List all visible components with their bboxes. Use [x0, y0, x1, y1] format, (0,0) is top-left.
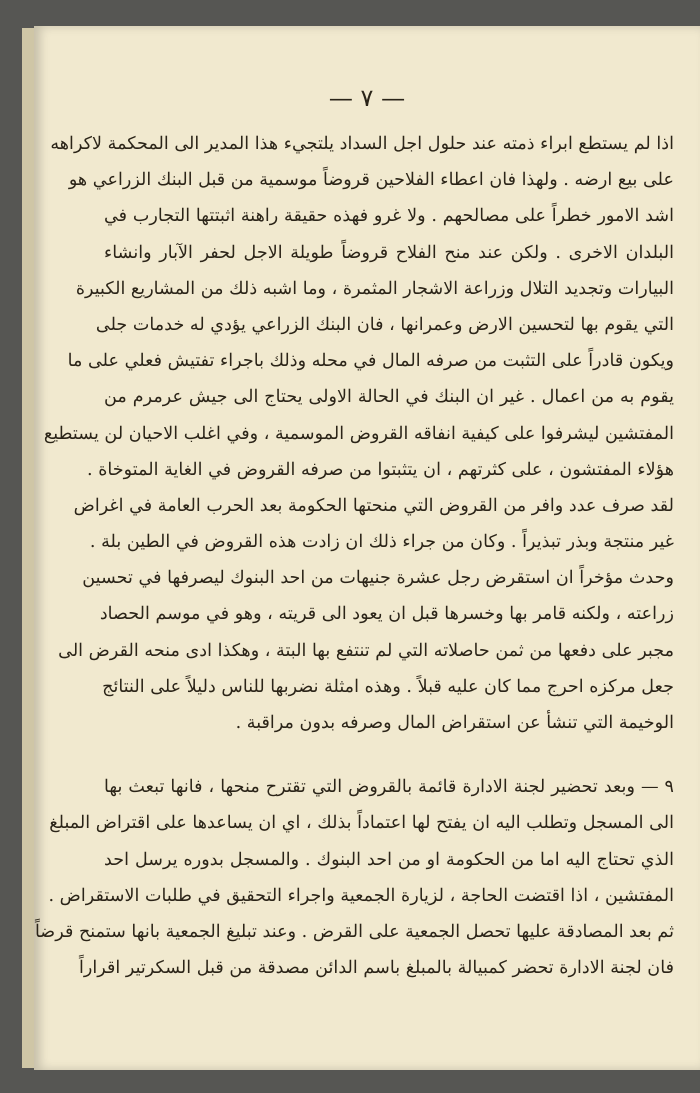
- text-line: المفتشين ، اذا اقتضت الحاجة ، لزيارة الجمعية واجراء التحقيق في طلبات الاستقراض .: [48, 885, 674, 906]
- paragraph-2: [34, 769, 674, 986]
- page-number: — ٧ —: [328, 84, 406, 112]
- text-line: هؤلاء المفتشون ، على كثرتهم ، ان يتثبتوا من صرفه القروض في الغاية المتوخاة .: [87, 459, 674, 480]
- paragraph-1: [43, 126, 674, 741]
- text-line: غير منتجة وبذر تبذيراً . وكان من جراء ذلك ان زادت هذه القروض في الطين بلة .: [89, 532, 674, 553]
- book-page: [34, 26, 700, 1070]
- text-line: التي يقوم بها لتحسين الارض وعمرانها ، فان البنك الزراعي يؤدي له خدمات جلى: [95, 314, 674, 335]
- text-line: البلدان الاخرى . ولكن عند منح الفلاح قروضاً طويلة الاجل لحفر الآبار وانشاء: [104, 242, 674, 263]
- text-line: وحدث مؤخراً ان استقرض رجل عشرة جنيهات من احد البنوك ليصرفها في تحسين: [82, 568, 674, 589]
- text-line: على بيع ارضه . ولهذا فان اعطاء الفلاحين قروضاً موسمية من قبل البنك الزراعي هو: [68, 170, 674, 191]
- text-line: البيارات وتجديد التلال وزراعة الاشجار المثمرة ، وما اشبه ذلك من المشاريع الكبيرة: [75, 278, 674, 299]
- text-line: اشد الامور خطراً على مصالحهم . ولا غرو فهذه حقيقة راهنة اثبتتها التجارب في: [104, 206, 674, 227]
- text-line: ثم بعد المصادقة عليها تحصل الجمعية على القرض . وعند تبليغ الجمعية بانها ستمنح قرضاً: [34, 921, 674, 942]
- text-line: الى المسجل وتطلب اليه ان يفتح لها اعتماداً بذلك ، اي ان يساعدها على اقتراض المبلغ: [49, 813, 674, 834]
- text-line: ويكون قادراً على التثبت من صرفه المال في محله وذلك باجراء تفتيش فعلي على ما: [67, 351, 674, 372]
- text-line: ٩ — وبعد تحضير لجنة الادارة قائمة بالقروض التي تقترح منحها ، فانها تبعث بها: [104, 777, 674, 798]
- text-line: جعل مركزه احرج مما كان عليه قبلاً . وهذه امثلة نضربها للناس دليلاً على النتائج: [102, 676, 674, 697]
- text-line: الوخيمة التي تنشأ عن استقراض المال وصرفه بدون مراقبة .: [235, 713, 674, 733]
- text-line: الذي تحتاج اليه اما من الحكومة او من احد البنوك . والمسجل بدوره يرسل احد: [104, 849, 674, 870]
- text-line: لقد صرف عدد وافر من القروض التي منحتها الحكومة بعد الحرب العامة في اغراض: [73, 495, 674, 516]
- text-line: زراعته ، ولكنه قامر بها وخسرها قبل ان يعود الى قريته ، وهو في موسم الحصاد: [99, 604, 674, 625]
- text-line: اذا لم يستطع ابراء ذمته عند حلول اجل السداد يلتجيء هذا المدير الى المحكمة لاكراهه: [50, 134, 674, 154]
- text-line: فان لجنة الادارة تحضر كمبيالة بالمبلغ باسم الدائن مصدقة من قبل السكرتير اقراراً: [79, 958, 674, 979]
- text-line: مجبر على دفعها من ثمن حاصلاته التي لم تنتفع بها البتة ، وهكذا ادى منحه القرض الى: [58, 640, 674, 661]
- body-text: [34, 126, 674, 986]
- text-line: يقوم به من اعمال . غير ان البنك في الحالة الاولى يحتاج الى جيش عرمرم من: [104, 387, 674, 408]
- text-line: المفتشين ليشرفوا على كيفية انفاقه القروض الموسمية ، وفي اغلب الاحيان لن يستطيع: [43, 423, 674, 444]
- paragraph-gap: [104, 741, 674, 769]
